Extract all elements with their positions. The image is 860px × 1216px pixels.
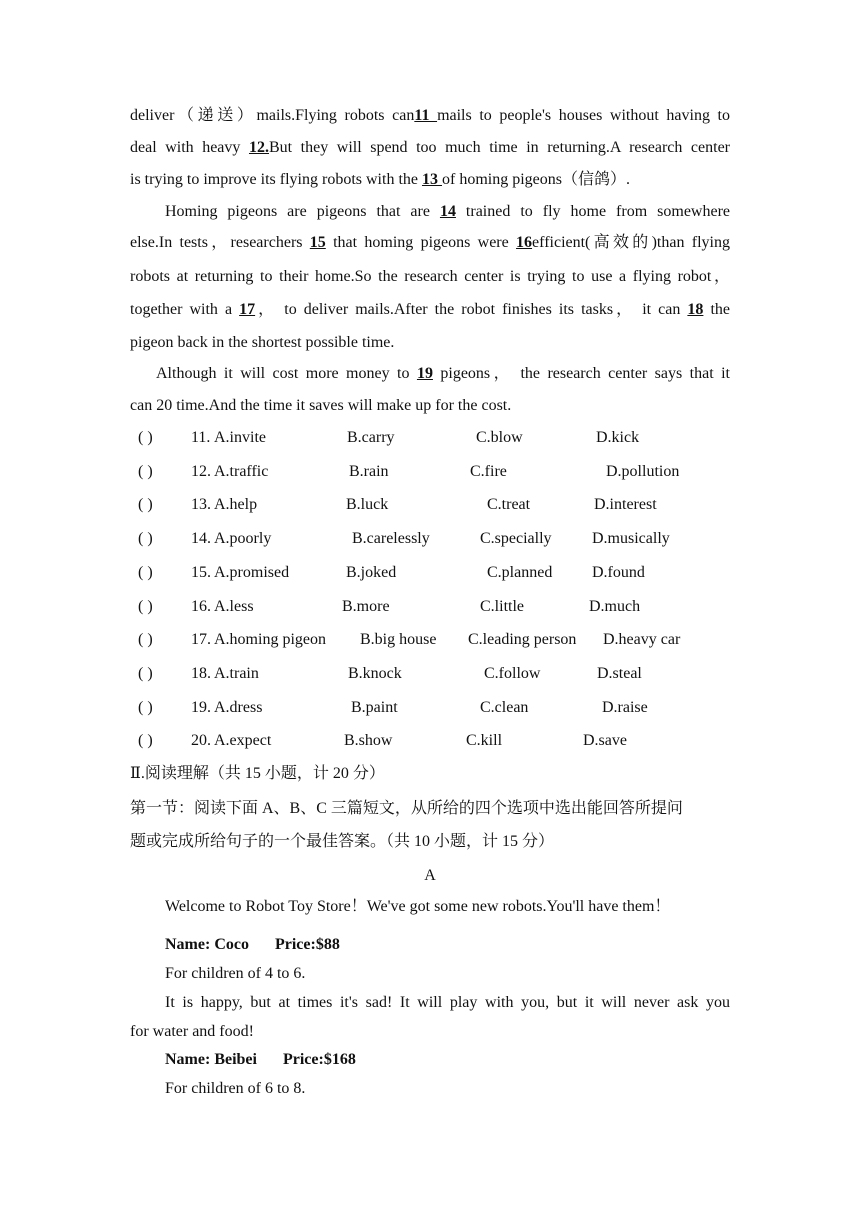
blank-19: 19 <box>416 365 433 382</box>
answer-bracket[interactable]: ( ) <box>138 598 153 615</box>
answer-bracket[interactable]: ( ) <box>138 665 153 682</box>
question-row <box>130 462 770 482</box>
option-c: C.blow <box>476 429 523 446</box>
beibei-name: Name: Beibei <box>165 1051 257 1068</box>
option-c: C.little <box>480 598 524 615</box>
question-row <box>130 428 770 448</box>
option-c: C.leading person <box>468 631 577 648</box>
beibei-age: For children of 6 to 8. <box>165 1080 306 1097</box>
option-d: D.pollution <box>606 463 680 480</box>
option-b: B.paint <box>351 699 398 716</box>
blank-17: 17 <box>239 301 256 318</box>
passage-line-9 <box>156 364 730 384</box>
store-welcome: Welcome to Robot Toy Store！We've got some new robots.You'll have them！ <box>165 898 671 915</box>
option-d: D.kick <box>596 429 640 446</box>
option-b: B.rain <box>349 463 389 480</box>
question-number: 14. <box>191 530 211 547</box>
text: trained to fly home from somewhere <box>455 203 731 220</box>
passage-line-8: pigeon back in the shortest possible time. <box>130 334 395 351</box>
question-row <box>130 597 770 617</box>
option-d: D.musically <box>592 530 670 547</box>
beibei-price: Price:$168 <box>282 1051 356 1068</box>
question-number: 17. <box>191 631 211 648</box>
option-b: B.more <box>342 598 390 615</box>
question-number: 16. <box>191 598 211 615</box>
option-c: C.specially <box>480 530 552 547</box>
option-c: C.clean <box>480 699 529 716</box>
coco-age: For children of 4 to 6. <box>165 965 306 982</box>
blank-16: 16 <box>516 234 533 251</box>
option-a: A.train <box>214 665 259 682</box>
option-d: D.much <box>589 598 641 615</box>
option-b: B.carelessly <box>352 530 430 547</box>
answer-bracket[interactable]: ( ) <box>138 564 153 581</box>
question-row <box>130 664 770 684</box>
option-c: C.treat <box>487 496 531 513</box>
option-b: B.joked <box>346 564 397 581</box>
option-b: B.knock <box>348 665 402 682</box>
option-a: A.traffic <box>214 463 269 480</box>
option-b: B.carry <box>347 429 395 446</box>
option-a: A.promised <box>214 564 290 581</box>
question-number: 15. <box>191 564 211 581</box>
question-number: 11. <box>191 429 211 446</box>
text: deliver（递送）mails.Flying robots can <box>130 107 415 124</box>
option-c: C.fire <box>470 463 507 480</box>
passage-letter: A <box>424 867 436 884</box>
beibei-heading <box>165 1050 765 1070</box>
option-a: A.less <box>214 598 254 615</box>
option-a: A.help <box>214 496 258 513</box>
answer-bracket[interactable]: ( ) <box>138 699 153 716</box>
blank-15: 15 <box>309 234 326 251</box>
question-row <box>130 731 770 751</box>
answer-bracket[interactable]: ( ) <box>138 530 153 547</box>
section-heading: Ⅱ.阅读理解（共 15 小题，计 20 分） <box>130 765 385 782</box>
option-d: D.interest <box>594 496 657 513</box>
question-row <box>130 630 770 650</box>
option-d: D.raise <box>602 699 648 716</box>
coco-name: Name: Coco <box>165 936 249 953</box>
text: ， to deliver mails.After the robot finishes its tasks， it can <box>255 301 688 318</box>
blank-11: 11 <box>414 107 438 124</box>
option-c: C.follow <box>484 665 541 682</box>
passage-line-3 <box>130 170 730 190</box>
passage-line-1 <box>130 106 730 126</box>
text: Homing pigeons are pigeons that are <box>165 203 440 220</box>
question-row <box>130 495 770 515</box>
question-number: 13. <box>191 496 211 513</box>
passage-line-6: robots at returning to their home.So the research center is trying to use a flying robot， <box>130 268 730 285</box>
coco-desc-1: It is happy, but at times it's sad! It will play with you, but it will never ask you <box>165 994 730 1011</box>
question-row <box>130 563 770 583</box>
coco-heading <box>165 935 765 955</box>
option-b: B.big house <box>360 631 437 648</box>
text: mails to people's houses without having to <box>437 107 730 124</box>
question-number: 20. <box>191 732 211 749</box>
option-b: B.show <box>344 732 393 749</box>
blank-12: 12. <box>248 139 269 156</box>
text: together with a <box>130 301 240 318</box>
passage-line-5 <box>130 233 730 253</box>
coco-desc-2: for water and food! <box>130 1023 254 1040</box>
option-d: D.heavy car <box>603 631 681 648</box>
option-d: D.steal <box>597 665 642 682</box>
question-number: 18. <box>191 665 211 682</box>
blank-13: 13 <box>421 171 442 188</box>
text: deal with heavy <box>130 139 249 156</box>
option-d: D.found <box>592 564 645 581</box>
answer-bracket[interactable]: ( ) <box>138 429 153 446</box>
text: that homing pigeons were <box>325 234 517 251</box>
text: efficient(高效的)than flying <box>532 234 730 251</box>
text: pigeons， the research center says that it <box>432 365 730 382</box>
option-a: A.poorly <box>214 530 272 547</box>
answer-bracket[interactable]: ( ) <box>138 463 153 480</box>
option-a: A.expect <box>214 732 272 749</box>
question-row <box>130 698 770 718</box>
option-c: C.planned <box>487 564 553 581</box>
answer-bracket[interactable]: ( ) <box>138 496 153 513</box>
option-a: A.invite <box>214 429 266 446</box>
text: else.In tests，researchers <box>130 234 310 251</box>
passage-line-7 <box>130 300 730 320</box>
option-c: C.kill <box>466 732 503 749</box>
blank-14: 14 <box>439 203 456 220</box>
text: Although it will cost more money to <box>156 365 417 382</box>
option-d: D.save <box>583 732 627 749</box>
question-number: 19. <box>191 699 211 716</box>
passage-line-4 <box>165 202 730 222</box>
text: But they will spend too much time in returning.A research center <box>268 139 731 156</box>
text: is trying to improve its flying robots with the <box>130 171 422 188</box>
option-a: A.homing pigeon <box>214 631 326 648</box>
text: the <box>703 301 730 318</box>
coco-price: Price:$88 <box>274 936 340 953</box>
question-row <box>130 529 770 549</box>
question-number: 12. <box>191 463 211 480</box>
section-instruction-1: 第一节：阅读下面 A、B、C 三篇短文，从所给的四个选项中选出能回答所提问 <box>130 800 683 817</box>
passage-line-2 <box>130 138 730 158</box>
blank-18: 18 <box>687 301 704 318</box>
option-a: A.dress <box>214 699 263 716</box>
option-b: B.luck <box>346 496 389 513</box>
passage-line-10: can 20 time.And the time it saves will make up for the cost. <box>130 397 512 414</box>
answer-bracket[interactable]: ( ) <box>138 631 153 648</box>
answer-bracket[interactable]: ( ) <box>138 732 153 749</box>
section-instruction-2: 题或完成所给句子的一个最佳答案。（共 10 小题，计 15 分） <box>130 833 555 850</box>
text: of homing pigeons（信鸽）. <box>441 171 630 188</box>
